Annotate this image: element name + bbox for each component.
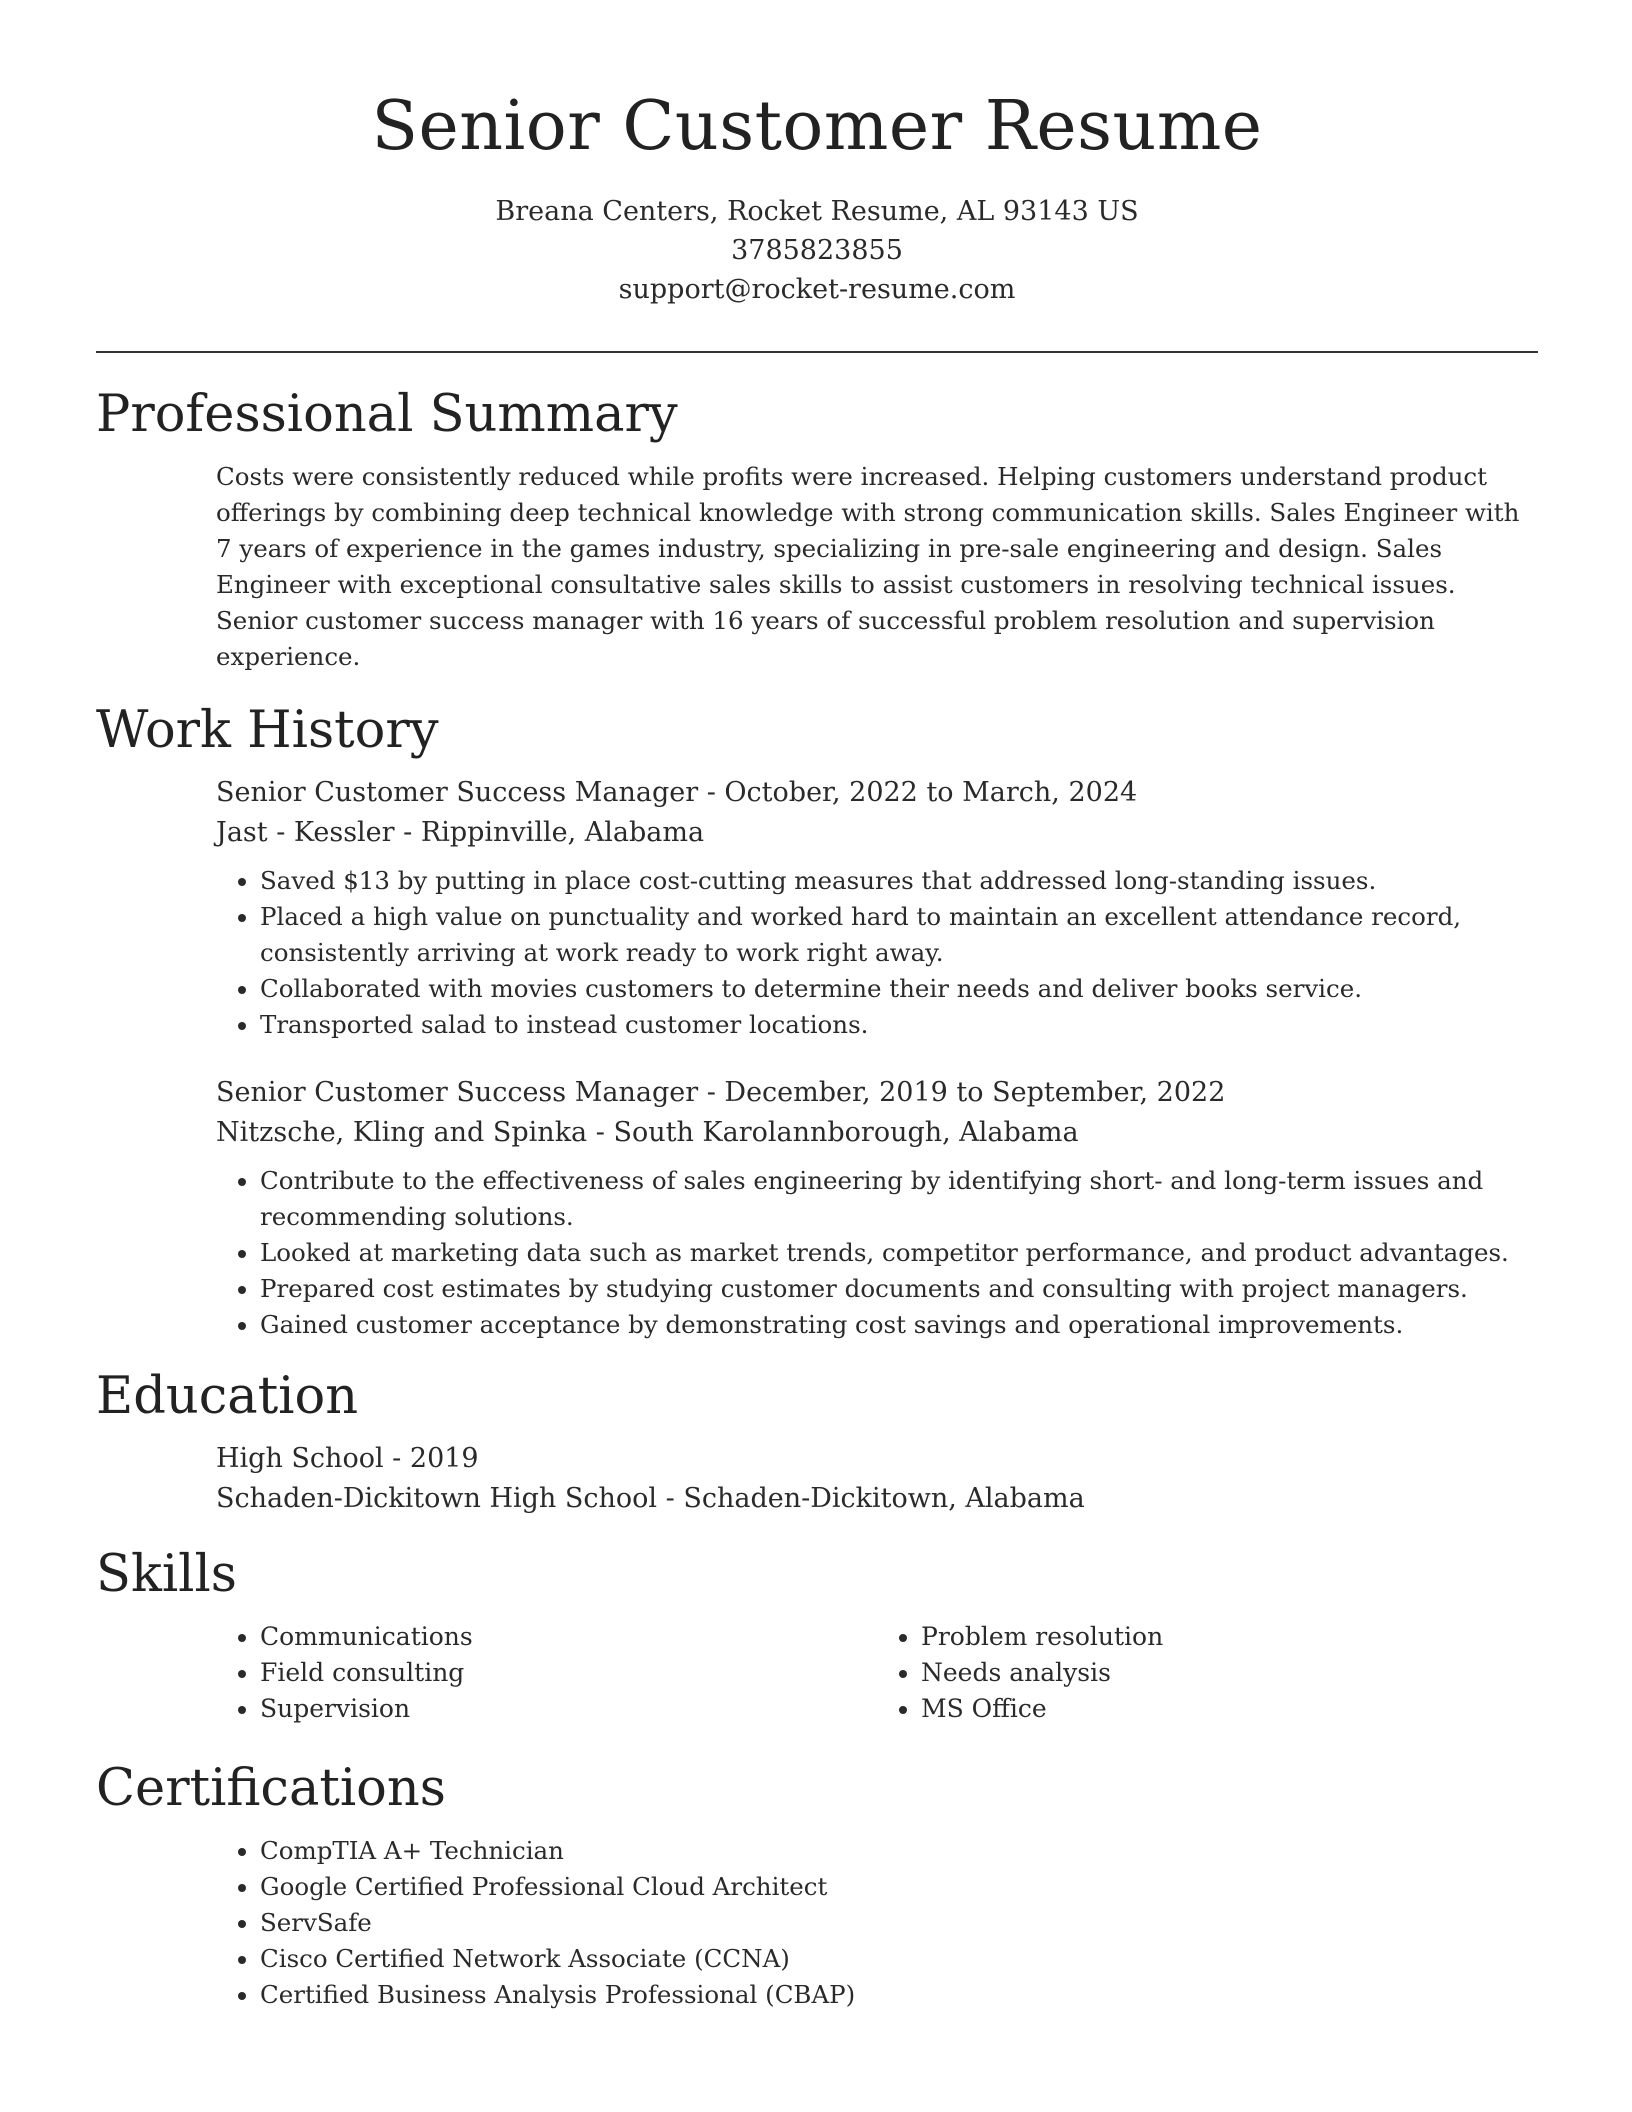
job-bullets bbox=[216, 1163, 1538, 1343]
education-location: Schaden-Dickitown, Alabama bbox=[683, 1483, 1085, 1514]
certification-item: • Google Certified Professional Cloud Architect bbox=[260, 1869, 1538, 1905]
certifications-heading: Certifications bbox=[96, 1759, 446, 1818]
certifications-list bbox=[216, 1833, 1538, 2013]
skill-item: • Problem resolution bbox=[921, 1619, 1538, 1655]
separator: - bbox=[394, 817, 421, 848]
contact-address: Breana Centers, Rocket Resume, AL 93143 US bbox=[495, 196, 1139, 227]
job-title: Senior Customer Success Manager bbox=[216, 777, 699, 808]
skills-column-right bbox=[877, 1619, 1538, 1727]
job-bullets bbox=[216, 863, 1538, 1043]
resume-page bbox=[96, 0, 1538, 2013]
separator: - bbox=[587, 1117, 614, 1148]
separator: - bbox=[698, 1077, 725, 1108]
work-history-section bbox=[216, 773, 1538, 1343]
job-location: Rippinville, Alabama bbox=[420, 817, 705, 848]
education-degree-line bbox=[216, 1439, 1538, 1479]
certification-item: • CompTIA A+ Technician bbox=[260, 1833, 1538, 1869]
job-bullet: • Looked at marketing data such as market trends, competitor performance, and product advantages. bbox=[260, 1235, 1538, 1271]
certification-item: • Cisco Certified Network Associate (CCNA) bbox=[260, 1941, 1538, 1977]
work-history-heading: Work History bbox=[96, 701, 439, 760]
job-company: Nitzsche, Kling and Spinka bbox=[216, 1117, 588, 1148]
separator: - bbox=[698, 777, 725, 808]
skills-column-left bbox=[216, 1619, 877, 1727]
skills-section bbox=[216, 1619, 1538, 1727]
job-title: Senior Customer Success Manager bbox=[216, 1077, 699, 1108]
header-divider bbox=[96, 351, 1538, 353]
summary-heading: Professional Summary bbox=[96, 385, 678, 444]
job-location: South Karolannborough, Alabama bbox=[613, 1117, 1079, 1148]
job-entry bbox=[216, 1073, 1538, 1343]
contact-email: support@rocket-resume.com bbox=[618, 274, 1016, 305]
job-company-line bbox=[216, 813, 1538, 853]
skill-item: • Field consulting bbox=[260, 1655, 877, 1691]
skills-heading: Skills bbox=[96, 1545, 237, 1604]
education-degree: High School bbox=[216, 1443, 384, 1474]
education-heading: Education bbox=[96, 1367, 359, 1426]
separator: - bbox=[657, 1483, 684, 1514]
job-bullet: • Saved $13 by putting in place cost-cutting measures that addressed long-standing issues. bbox=[260, 863, 1538, 899]
skill-item: • Communications bbox=[260, 1619, 877, 1655]
job-bullet: • Placed a high value on punctuality and worked hard to maintain an excellent attendance record, consistently arriving at work ready to work right away. bbox=[260, 899, 1538, 971]
separator: - bbox=[383, 1443, 410, 1474]
skills-grid bbox=[216, 1619, 1538, 1727]
job-company: Jast - Kessler bbox=[216, 817, 395, 848]
skill-item: • Needs analysis bbox=[921, 1655, 1538, 1691]
contact-block bbox=[96, 192, 1538, 309]
job-entry bbox=[216, 773, 1538, 1043]
skill-item: • Supervision bbox=[260, 1691, 877, 1727]
education-school-line bbox=[216, 1479, 1538, 1519]
summary-text: Costs were consistently reduced while profits were increased. Helping customers understand product offerings by combining deep technical knowledge with strong communication skills. Sales Engineer with 7 years of experience in the games industry, specializing in pre-sale engineering and design. Sales Engineer with exceptional consultative sales skills to assist customers in resolving technical issues. Senior customer success manager with 16 years of successful problem resolution and supervision experience. bbox=[216, 462, 1520, 671]
job-company-line bbox=[216, 1113, 1538, 1153]
resume-title: Senior Customer Resume bbox=[371, 87, 1263, 166]
job-dates: December, 2019 to September, 2022 bbox=[724, 1077, 1226, 1108]
job-bullet: • Gained customer acceptance by demonstrating cost savings and operational improvements. bbox=[260, 1307, 1538, 1343]
education-year: 2019 bbox=[409, 1443, 479, 1474]
job-bullet: • Collaborated with movies customers to determine their needs and deliver books service. bbox=[260, 971, 1538, 1007]
certifications-section bbox=[216, 1833, 1538, 2013]
certification-item: • Certified Business Analysis Professional (CBAP) bbox=[260, 1977, 1538, 2013]
summary-section bbox=[216, 459, 1538, 675]
certification-item: • ServSafe bbox=[260, 1905, 1538, 1941]
skill-item: • MS Office bbox=[921, 1691, 1538, 1727]
contact-phone: 3785823855 bbox=[731, 235, 903, 266]
education-school: Schaden-Dickitown High School bbox=[216, 1483, 658, 1514]
job-title-line bbox=[216, 773, 1538, 813]
job-bullet: • Contribute to the effectiveness of sales engineering by identifying short- and long-term issues and recommending solutions. bbox=[260, 1163, 1538, 1235]
job-bullet: • Prepared cost estimates by studying customer documents and consulting with project managers. bbox=[260, 1271, 1538, 1307]
job-bullet: • Transported salad to instead customer locations. bbox=[260, 1007, 1538, 1043]
job-title-line bbox=[216, 1073, 1538, 1113]
education-section bbox=[216, 1439, 1538, 1519]
job-dates: October, 2022 to March, 2024 bbox=[724, 777, 1138, 808]
